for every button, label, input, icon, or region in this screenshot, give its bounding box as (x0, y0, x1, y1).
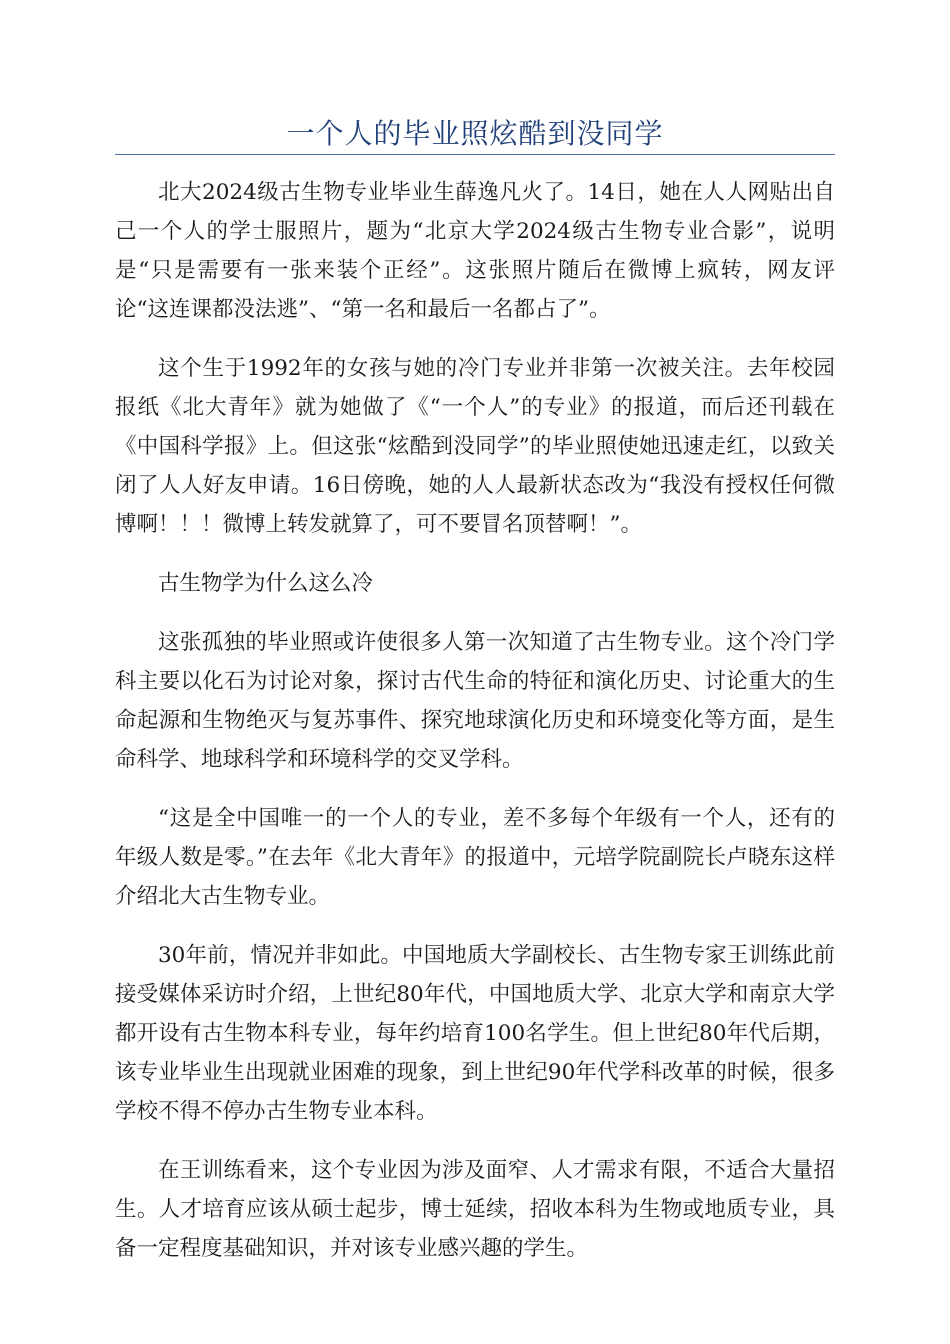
paragraph-6: 在王训练看来，这个专业因为涉及面窄、人才需求有限，不适合大量招生。人才培育应该从硕士起步，博士延续，招收本科为生物或地质专业，具备一定程度基础知识，并对该专业感兴趣的学生。 (115, 1158, 835, 1261)
paragraph-1: 北大2024级古生物专业毕业生薛逸凡火了。14日，她在人人网贴出自己一个人的学士服照片，题为“北京大学2024级古生物专业合影”，说明是“只是需要有一张来装个正经”。这张照片随后在微博上疯转，网友评论“这连课都没法逃”、“第一名和最后一名都占了”。 (115, 180, 835, 322)
title-underline (115, 154, 835, 155)
section-heading: 古生物学为什么这么冷 (158, 571, 374, 596)
document-title: 一个人的毕业照炫酷到没同学 (286, 117, 664, 150)
paragraph-3: 这张孤独的毕业照或许使很多人第一次知道了古生物专业。这个冷门学科主要以化石为讨论对象，探讨古代生命的特征和演化历史、讨论重大的生命起源和生物绝灭与复苏事件、探究地球演化历史和环境变化等方面，是生命科学、地球科学和环境科学的交叉学科。 (115, 630, 835, 772)
paragraph-5: 30年前，情况并非如此。中国地质大学副校长、古生物专家王训练此前接受媒体采访时介绍，上世纪80年代，中国地质大学、北京大学和南京大学都开设有古生物本科专业，每年约培育100名学生。但上世纪80年代后期，该专业毕业生出现就业困难的现象，到上世纪90年代学科改革的时候，很多学校不得不停办古生物专业本科。 (115, 943, 835, 1124)
document-body (115, 173, 835, 1288)
paragraph-4: “这是全中国唯一的一个人的专业，差不多每个年级有一个人，还有的年级人数是零。”在去年《北大青年》的报道中，元培学院副院长卢晓东这样介绍北大古生物专业。 (115, 806, 835, 909)
paragraph-2: 这个生于1992年的女孩与她的冷门专业并非第一次被关注。去年校园报纸《北大青年》就为她做了《“一个人”的专业》的报道，而后还刊载在《中国科学报》上。但这张“炫酷到没同学”的毕业照使她迅速走红，以致关闭了人人好友申请。16日傍晚，她的人人最新状态改为“我没有授权任何微博啊！！！微博上转发就算了，可不要冒名顶替啊！”。 (115, 356, 835, 537)
